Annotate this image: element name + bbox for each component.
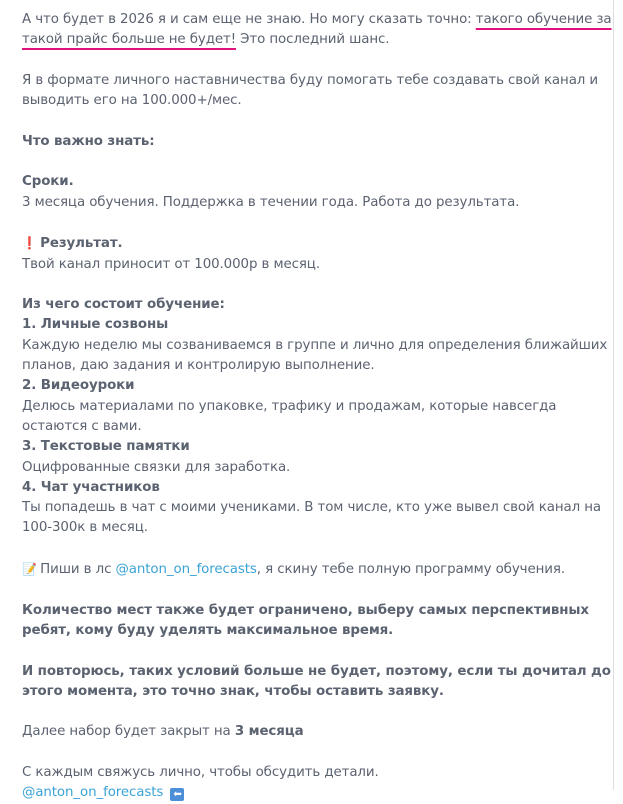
terms-heading: Сроки. <box>22 174 74 190</box>
item-text: Оцифрованные связки для заработка. <box>22 459 291 475</box>
repeat-paragraph: И повторюсь, таких условий больше не будет, поэтому, если ты дочитал до этого момента, это точно знак, чтобы оставить заявку. <box>22 663 611 699</box>
closed-duration: 3 месяца <box>234 724 304 740</box>
memo-icon: 📝 <box>22 562 37 577</box>
username-link[interactable]: @anton_on_forecasts <box>115 562 257 578</box>
closed-text: Далее набор будет закрыт на <box>22 724 235 740</box>
limited-paragraph: Количество мест также будет ограничено, выберу самых перспективных ребят, кому буду уделять максимальное время. <box>22 602 589 638</box>
spacer <box>22 152 612 172</box>
mentoring-paragraph: Я в формате личного наставничества буду помогать тебе создавать свой канал и выводить его на 100.000+/мес. <box>22 72 599 109</box>
terms-text: 3 месяца обучения. Поддержка в течении года. Работа до результата. <box>22 194 520 210</box>
write-text: Пиши в лс <box>40 562 116 578</box>
item-text: Каждую неделю мы созваниваемся в группе и лично для определения ближайших планов, даю задания и контролирую выполнение. <box>22 337 608 374</box>
item-title: 1. Личные созвоны <box>22 317 169 333</box>
contact-username-link[interactable]: @anton_on_forecasts <box>22 785 164 801</box>
item-title: 4. Чат участников <box>22 479 160 495</box>
spacer <box>22 111 612 131</box>
spacer <box>22 702 612 722</box>
important-heading: Что важно знать: <box>22 133 155 149</box>
spacer <box>22 641 612 661</box>
intro-text: А что будет в 2026 я и сам еще не знаю. Но могу сказать точно: <box>22 12 476 27</box>
spacer <box>22 213 612 233</box>
back-arrow-icon: ⬅ <box>170 788 184 801</box>
item-title: 2. Видеоуроки <box>22 378 135 394</box>
exclamation-icon: ❗ <box>22 236 37 251</box>
contact-text: С каждым свяжусь лично, чтобы обсудить детали. <box>22 764 379 780</box>
item-text: Делюсь материалами по упаковке, трафику и продажам, которые навсегда остаются с вами. <box>22 398 557 434</box>
item-text: Ты попадешь в чат с моими учениками. В том числе, кто уже вывел свой канал на 100-300к в месяц. <box>22 500 602 536</box>
intro-text-end: Это последний шанс. <box>235 32 390 48</box>
item-title: 3. Текстовые памятки <box>22 439 190 455</box>
spacer <box>22 743 612 763</box>
write-paragraph <box>22 559 612 580</box>
contact-line <box>22 783 612 803</box>
result-heading-line <box>22 233 612 254</box>
spacer <box>22 539 612 559</box>
closed-paragraph <box>22 722 612 742</box>
intro-paragraph <box>22 10 612 51</box>
spacer <box>22 51 612 71</box>
consists-heading: Из чего состоит обучение: <box>22 297 225 313</box>
write-text-end: , я скину тебе полную программу обучения. <box>256 562 565 578</box>
result-text: Твой канал приносит от 100.000р в месяц. <box>22 256 320 272</box>
spacer <box>22 275 612 295</box>
spacer <box>22 580 612 600</box>
result-heading: Результат. <box>40 236 123 252</box>
intro-highlight: такого обучение за такой прайс больше не будет! <box>22 12 612 48</box>
